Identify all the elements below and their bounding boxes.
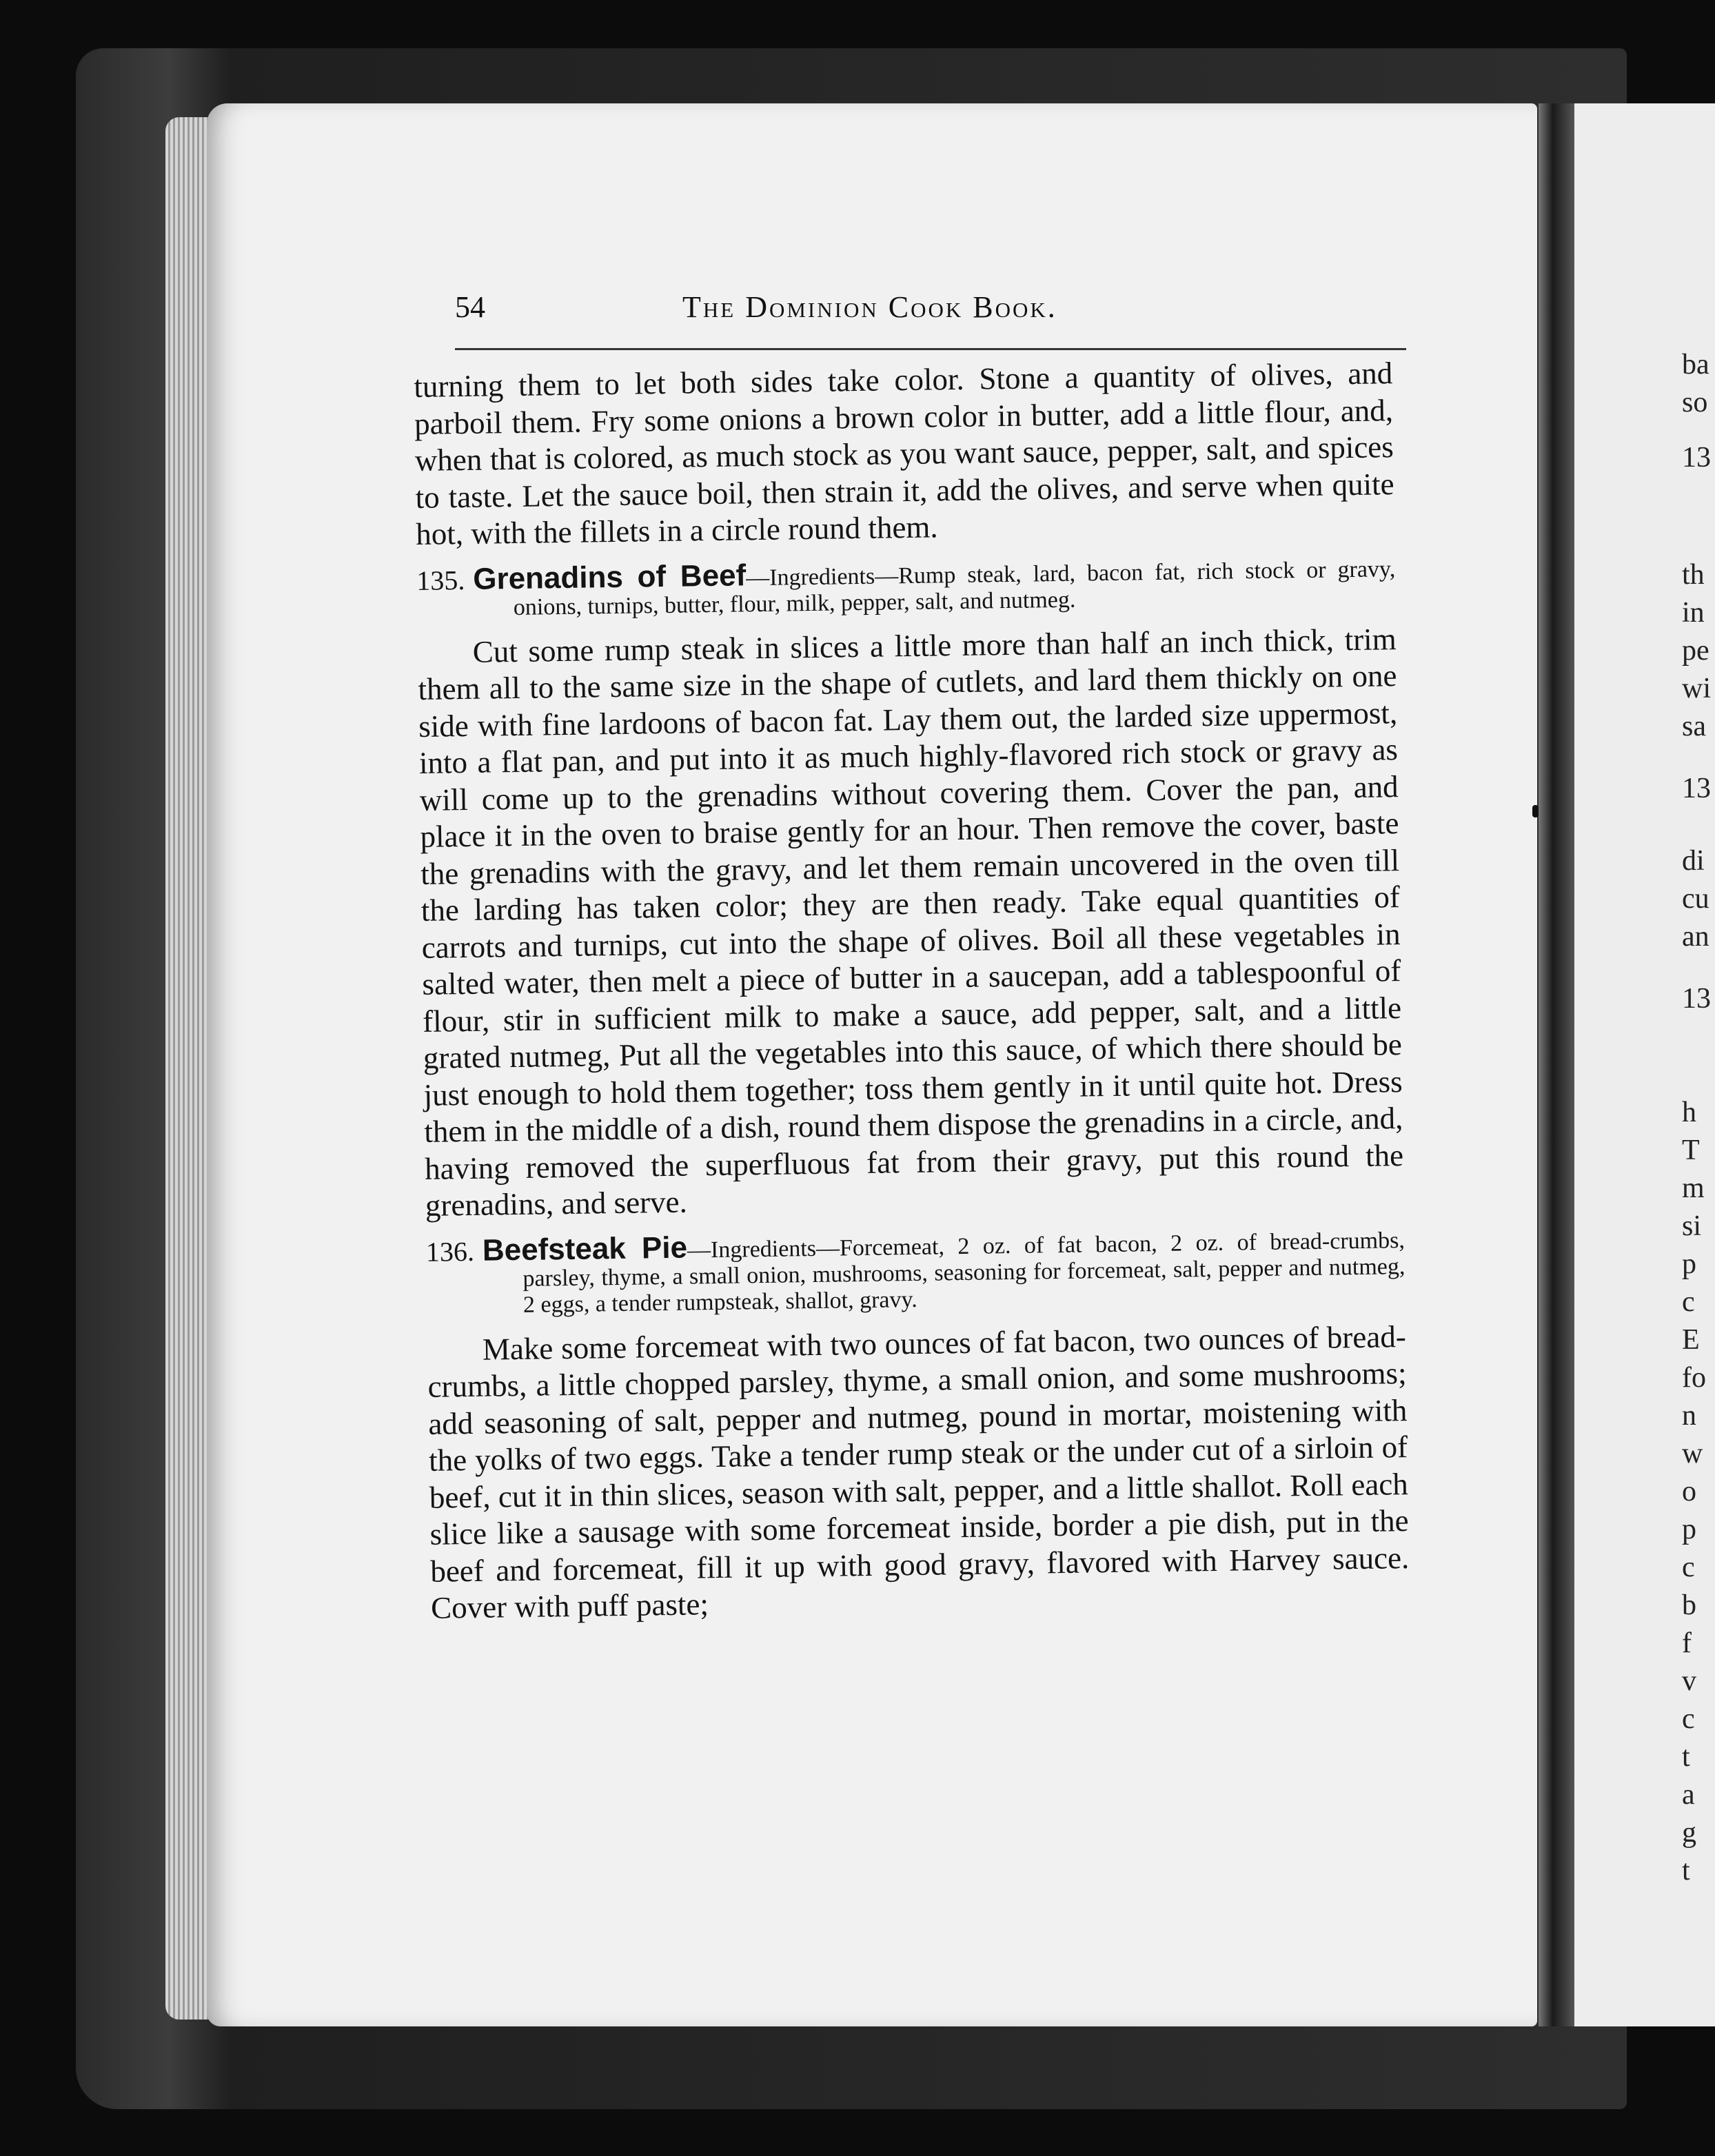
right-page-fragment: ba (1682, 349, 1709, 380)
right-page-fragment: wi (1682, 673, 1711, 704)
right-page-fragment: b (1682, 1589, 1696, 1621)
right-page-fragment: sa (1682, 711, 1706, 742)
right-page-fragment: T (1682, 1135, 1700, 1166)
right-page-fragment: cu (1682, 883, 1709, 915)
right-page-fragment: o (1682, 1476, 1696, 1507)
right-page-fragment: c (1682, 1286, 1695, 1318)
right-page-fragment: an (1682, 921, 1709, 953)
right-page-fragment: E (1682, 1324, 1700, 1356)
page-number: 54 (455, 290, 485, 324)
right-page-fragment: pe (1682, 635, 1709, 667)
book-gutter (1539, 103, 1574, 2026)
recipe-ingredients: —Ingredients—Rump steak, lard, bacon fat, rich stock or gravy, onions, turnips, butter, flour, milk, pepper, salt, and nutmeg. (513, 556, 1396, 620)
right-page-fragment: t (1682, 1855, 1690, 1886)
right-page-fragment: p (1682, 1248, 1696, 1280)
spine-mark (1532, 805, 1539, 817)
right-page-fragment: fo (1682, 1362, 1706, 1394)
right-page-fragment: 13 (1682, 773, 1711, 804)
right-page-fragment: w (1682, 1438, 1703, 1469)
right-page-fragment: c (1682, 1552, 1695, 1583)
recipe-method: Cut some rump steak in slices a little more than half an inch thick, trim them all to the same size in the shape of cutlets, and lard them thickly on one side with fine lardoons of bacon fat. Lay them out, the larded size uppermost, into a flat pan, and put into it as much highly-flavored rich stock or gravy as will come up to the grenadins without covering them. Cover the pan, and place it in the oven to braise gently for an hour. Then remove the cover, baste the grenadins with the gravy, and let them remain uncovered in the oven till the larding has taken color; they are then ready. Take equal quantities of carrots and turnips, cut into the shape of olives. Boil all these vegetables in salted water, then melt a piece of butter in a saucepan, add a tablespoonful of flour, stir in sufficient milk to make a sauce, add pepper, salt, and a little grated nutmeg, Put all the vegetables into this sauce, of which there should be just enough to hold them together; toss them gently in it until quite hot. Dress them in the middle of a dish, round them dispose the grenadins in a circle, and, having removed the superfluous fat from their gravy, put this round the grenadins, and serve. (418, 621, 1404, 1223)
right-page-fragment: h (1682, 1097, 1696, 1128)
right-page-fragment: g (1682, 1817, 1696, 1849)
recipe-title: Beefsteak Pie (482, 1230, 688, 1268)
continuation-paragraph: turning them to let both sides take color. Stone a quantity of olives, and parboil them. Fry some onions a brown color in butter, add a little flour, and, when that is colored, as much stock as you want sauce, pepper, salt, and spices to taste. Let the sauce boil, then strain it, add the olives, and serve when quite hot, with the fillets in a circle round them. (414, 356, 1394, 551)
recipe-heading (426, 1225, 1406, 1320)
book-title: The Dominion Cook Book. (682, 290, 1057, 324)
right-page-fragment: n (1682, 1400, 1696, 1432)
recipe-number: 135. (416, 564, 465, 596)
right-page-fragment: 13 (1682, 442, 1711, 474)
page-body (414, 355, 1410, 1627)
right-page-fragment: t (1682, 1741, 1690, 1773)
running-head (455, 289, 1406, 338)
recipe-heading (416, 553, 1396, 622)
right-page-fragment: a (1682, 1779, 1695, 1811)
right-page-fragment: v (1682, 1665, 1696, 1697)
recipe-ingredients: —Ingredients—Forcemeat, 2 oz. of fat bacon, 2 oz. of bread-crumbs, parsley, thyme, a small onion, mushrooms, seasoning for forcemeat, salt, pepper and nutmeg, 2 eggs, a tender rumpsteak, shallot, gravy. (522, 1227, 1406, 1318)
right-page-fragment: th (1682, 559, 1705, 591)
recipe-title: Grenadins of Beef (472, 558, 747, 596)
right-page-fragment: so (1682, 387, 1708, 418)
right-page-fragment: f (1682, 1627, 1692, 1659)
right-page-fragment: m (1682, 1172, 1705, 1204)
right-page-fragment: c (1682, 1703, 1695, 1735)
right-page-fragment: p (1682, 1514, 1696, 1545)
right-page-fragment: si (1682, 1210, 1702, 1242)
right-page-fragment: in (1682, 597, 1705, 629)
recipe-method: Make some forcemeat with two ounces of fat bacon, two ounces of bread-crumbs, a little chopped parsley, thyme, a small onion, and some mushrooms; add seasoning of salt, pepper and nutmeg, pound in mortar, moistening with the yolks of two eggs. Take a tender rump steak or the under cut of a sirloin of beef, cut it in thin slices, season with salt, pepper, and a little shallot. Roll each slice like a sausage with some forcemeat inside, border a pie dish, put in the beef and forcemeat, fill it up with good gravy, flavored with Harvey sauce. Cover with puff paste; (427, 1319, 1410, 1625)
right-page-fragment: 13 (1682, 983, 1711, 1015)
right-page-fragment: di (1682, 845, 1705, 877)
recipe-number: 136. (425, 1235, 475, 1268)
header-rule (455, 348, 1406, 350)
